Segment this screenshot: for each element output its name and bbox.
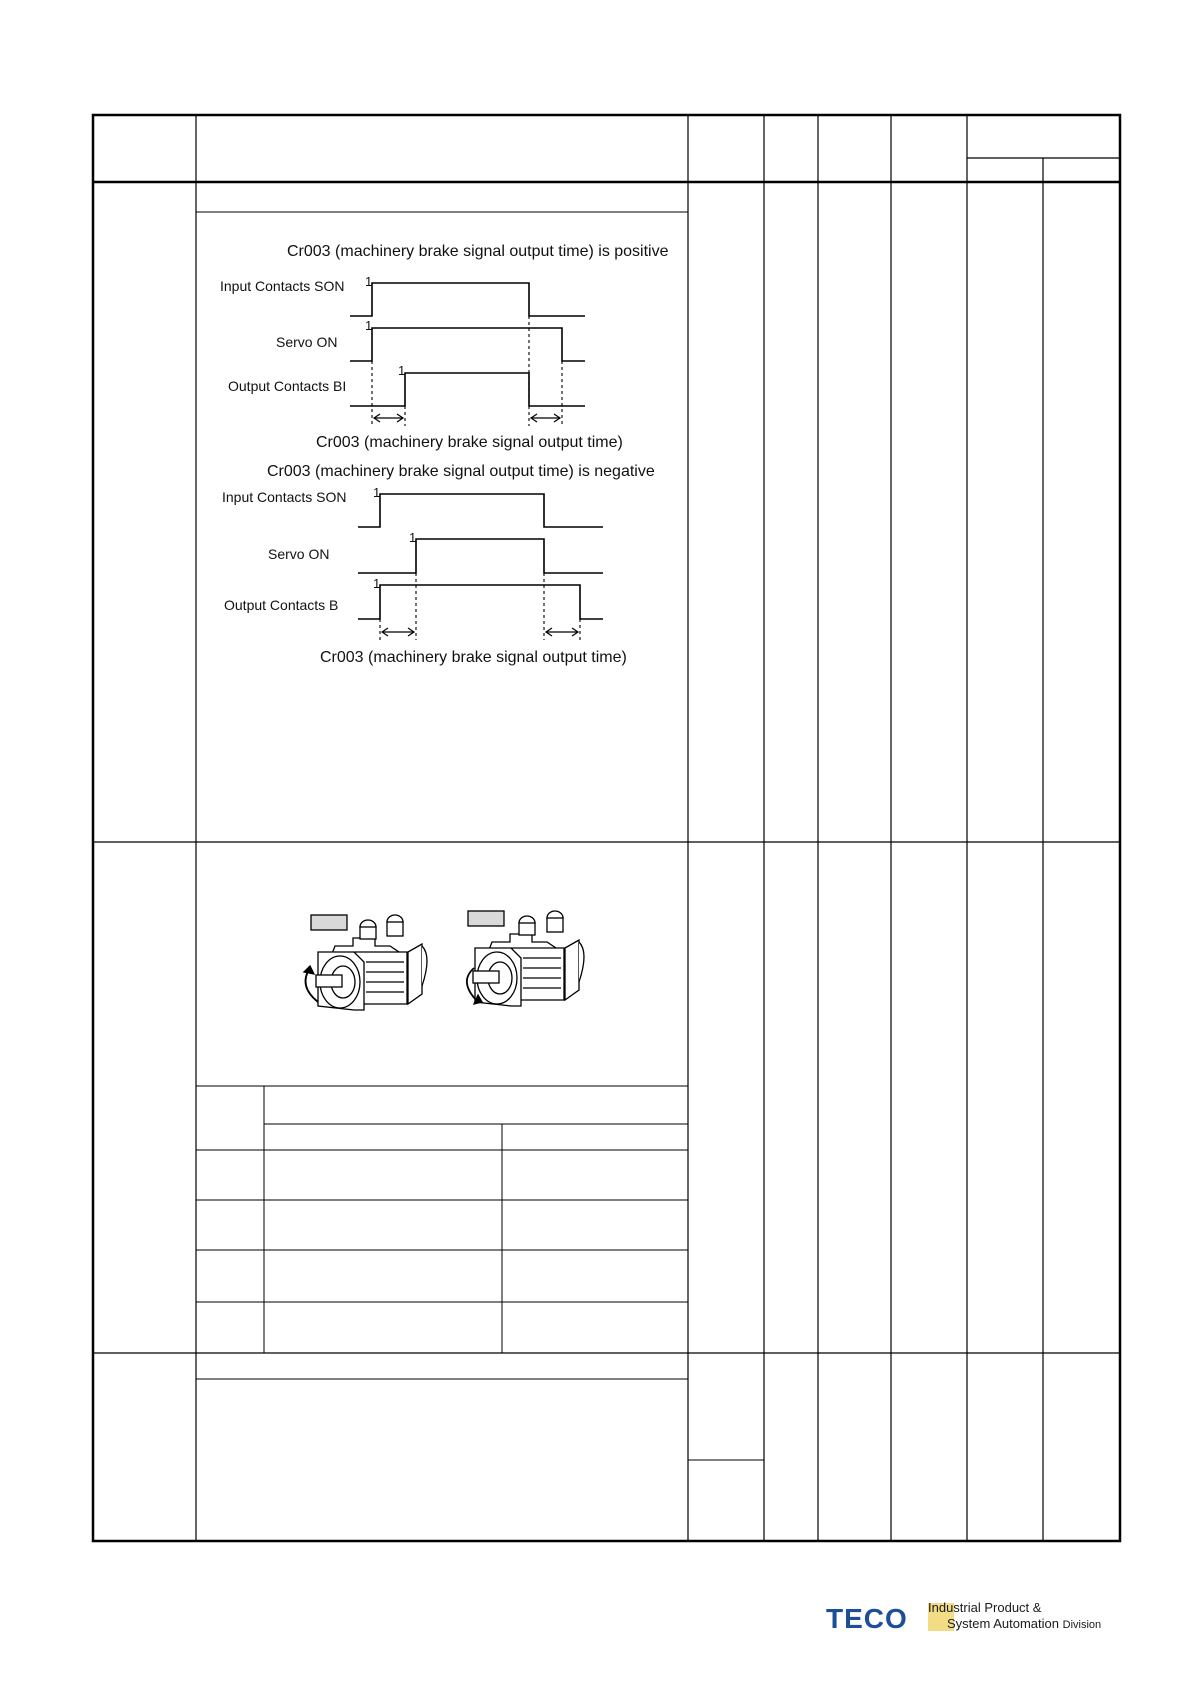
motor-label-box-1: [311, 915, 347, 930]
waveform-servo-on: [350, 328, 585, 361]
timing-2-title-text: (machinery brake signal output time) is negative: [315, 463, 655, 480]
timing-1-caption-text: (machinery brake signal output time): [364, 434, 623, 451]
timing-diagram-negative: [358, 494, 603, 640]
timing-2-signal-input-son: Input Contacts SON: [222, 489, 347, 505]
waveform-output-bi: [350, 373, 585, 406]
pulse-marker: 1: [373, 485, 381, 500]
timing-2-caption-text: (machinery brake signal output time): [368, 649, 627, 666]
timing-1-signal-servo-on: Servo ON: [276, 334, 338, 350]
pulse-marker: 1: [409, 530, 417, 545]
servo-motor-ccw-icon: [304, 915, 427, 1010]
timing-1-caption-code: Cr003: [316, 434, 360, 451]
timing-arrows-negative: [382, 628, 578, 636]
teco-logo: TECO: [826, 1603, 908, 1634]
division-line-2-main: System Automation: [947, 1616, 1059, 1631]
timing-1-title-code: Cr003: [287, 243, 331, 260]
servo-motor-cw-icon: [467, 911, 584, 1006]
pulse-marker: 1: [398, 363, 406, 378]
parameter-table-grid: [93, 115, 1120, 1541]
timing-2-title: [267, 463, 655, 481]
timing-1-title-text: (machinery brake signal output time) is positive: [335, 243, 669, 260]
timing-1-signal-output-bi: Output Contacts BI: [228, 378, 347, 394]
division-line-1: Industrial Product &: [928, 1600, 1042, 1615]
timing-diagram-positive: [350, 283, 585, 426]
timing-1-caption: [316, 434, 623, 452]
waveform-input-son: [350, 283, 585, 316]
motor-label-box-2: [468, 911, 504, 926]
timing-1-signal-input-son: Input Contacts SON: [220, 278, 345, 294]
timing-2-title-code: Cr003: [267, 463, 311, 480]
pulse-marker: 1: [373, 576, 381, 591]
division-line-2: [947, 1616, 1101, 1631]
waveform-output-b-2: [358, 585, 603, 619]
timing-2-caption: [320, 649, 627, 667]
division-line-2-suffix: Division: [1062, 1619, 1102, 1631]
timing-arrows-positive: [374, 414, 560, 422]
pulse-marker: 1: [365, 318, 373, 333]
waveform-servo-on-2: [358, 539, 603, 573]
timing-2-signal-servo-on: Servo ON: [268, 546, 330, 562]
pulse-marker: 1: [365, 274, 373, 289]
timing-2-caption-code: Cr003: [320, 649, 364, 666]
waveform-input-son-2: [358, 494, 603, 527]
timing-1-title: [287, 243, 669, 261]
timing-2-signal-output-b: Output Contacts B: [224, 597, 339, 613]
